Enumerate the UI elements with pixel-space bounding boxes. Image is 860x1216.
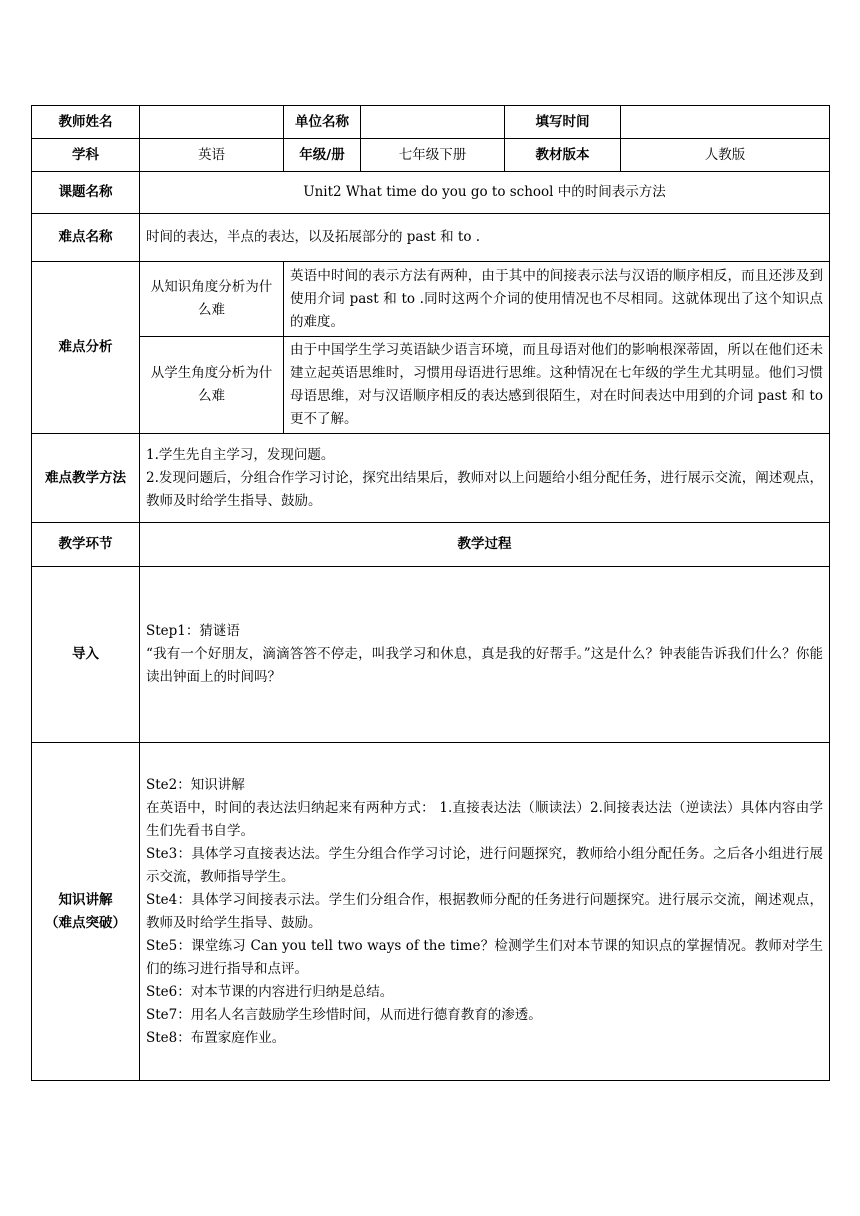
- knowledge-content: [140, 743, 830, 1081]
- analysis-knowledge-text: 英语中时间的表示方法有两种，由于其中的间接表示法与汉语的顺序相反，而且还涉及到使用介词 past 和 to .同时这两个介词的使用情况也不尽相同。这就体现出了这个知识点的难度。: [284, 262, 830, 337]
- knowledge-label-line-2: （难点突破）: [45, 914, 126, 931]
- knowledge-label: [32, 743, 140, 1081]
- method-label: 难点教学方法: [32, 434, 140, 523]
- difficulty-row: [32, 214, 830, 262]
- analysis-label: 难点分析: [32, 262, 140, 434]
- stage-header: 教学环节: [32, 523, 140, 567]
- knowledge-line-6: Ste6：对本节课的内容进行归纳是总结。: [146, 983, 394, 1000]
- edition-value: 人教版: [621, 139, 830, 172]
- fill-time-value: [621, 106, 830, 139]
- knowledge-line-1: Ste2：知识讲解: [146, 776, 245, 793]
- unit-name-label: 单位名称: [284, 106, 361, 139]
- difficulty-label: 难点名称: [32, 214, 140, 262]
- method-line-2: 2.发现问题后，分组合作学习讨论，探究出结果后，教师对以上问题给小组分配任务，进行展示交流，阐述观点，教师及时给学生指导、鼓励。: [146, 469, 823, 509]
- subject-label: 学科: [32, 139, 140, 172]
- intro-row: [32, 567, 830, 743]
- analysis-row-student: [32, 337, 830, 434]
- analysis-knowledge-label: 从知识角度分析为什么难: [140, 262, 284, 337]
- header-row-1: [32, 106, 830, 139]
- teacher-name-value: [140, 106, 284, 139]
- subject-value: 英语: [140, 139, 284, 172]
- knowledge-row: [32, 743, 830, 1081]
- method-text: [140, 434, 830, 523]
- analysis-student-text: 由于中国学生学习英语缺少语言环境，而且母语对他们的影响根深蒂固，所以在他们还未建立起英语思维时，习惯用母语进行思维。这种情况在七年级的学生尤其明显。他们习惯母语思维，对与汉语顺序相反的表达感到很陌生，对在时间表达中用到的介词 past 和 to 更不了解。: [284, 337, 830, 434]
- topic-label: 课题名称: [32, 172, 140, 214]
- process-header-row: [32, 523, 830, 567]
- knowledge-line-3: Ste3：具体学习直接表达法。学生分组合作学习讨论，进行问题探究，教师给小组分配任务。之后各小组进行展示交流，教师指导学生。: [146, 845, 823, 885]
- knowledge-line-4: Ste4：具体学习间接表示法。学生们分组合作，根据教师分配的任务进行问题探究。进行展示交流，阐述观点，教师及时给学生指导、鼓励。: [146, 891, 823, 931]
- edition-label: 教材版本: [505, 139, 621, 172]
- method-line-1: 1.学生先自主学习，发现问题。: [146, 446, 335, 463]
- knowledge-line-8: Ste8：布置家庭作业。: [146, 1029, 286, 1046]
- knowledge-line-5: Ste5：课堂练习 Can you tell two ways of the time？检测学生们对本节课的知识点的掌握情况。教师对学生们的练习进行指导和点评。: [146, 937, 823, 977]
- grade-value: 七年级下册: [361, 139, 505, 172]
- teacher-name-label: 教师姓名: [32, 106, 140, 139]
- analysis-row-knowledge: [32, 262, 830, 337]
- topic-value: Unit2 What time do you go to school 中的时间表示方法: [140, 172, 830, 214]
- difficulty-value: 时间的表达，半点的表达，以及拓展部分的 past 和 to .: [140, 214, 830, 262]
- intro-step: Step1：猜谜语: [146, 623, 240, 639]
- intro-label: 导入: [32, 567, 140, 743]
- grade-label: 年级/册: [284, 139, 361, 172]
- topic-row: [32, 172, 830, 214]
- lesson-plan-table: [31, 105, 830, 1081]
- method-row: [32, 434, 830, 523]
- intro-text: “我有一个好朋友，滴滴答答不停走，叫我学习和休息，真是我的好帮手。”这是什么？钟表能告诉我们什么？你能读出钟面上的时间吗？: [146, 646, 823, 685]
- fill-time-label: 填写时间: [505, 106, 621, 139]
- knowledge-line-7: Ste7：用名人名言鼓励学生珍惜时间，从而进行德育教育的渗透。: [146, 1006, 542, 1023]
- process-header: 教学过程: [140, 523, 830, 567]
- unit-name-value: [361, 106, 505, 139]
- analysis-student-label: 从学生角度分析为什么难: [140, 337, 284, 434]
- intro-content: [140, 567, 830, 743]
- header-row-2: [32, 139, 830, 172]
- knowledge-label-line-1: 知识讲解: [58, 891, 113, 908]
- knowledge-line-2: 在英语中，时间的表达法归纳起来有两种方式： 1.直接表达法（顺读法）2.间接表达法（逆读法）具体内容由学生们先看书自学。: [146, 799, 823, 839]
